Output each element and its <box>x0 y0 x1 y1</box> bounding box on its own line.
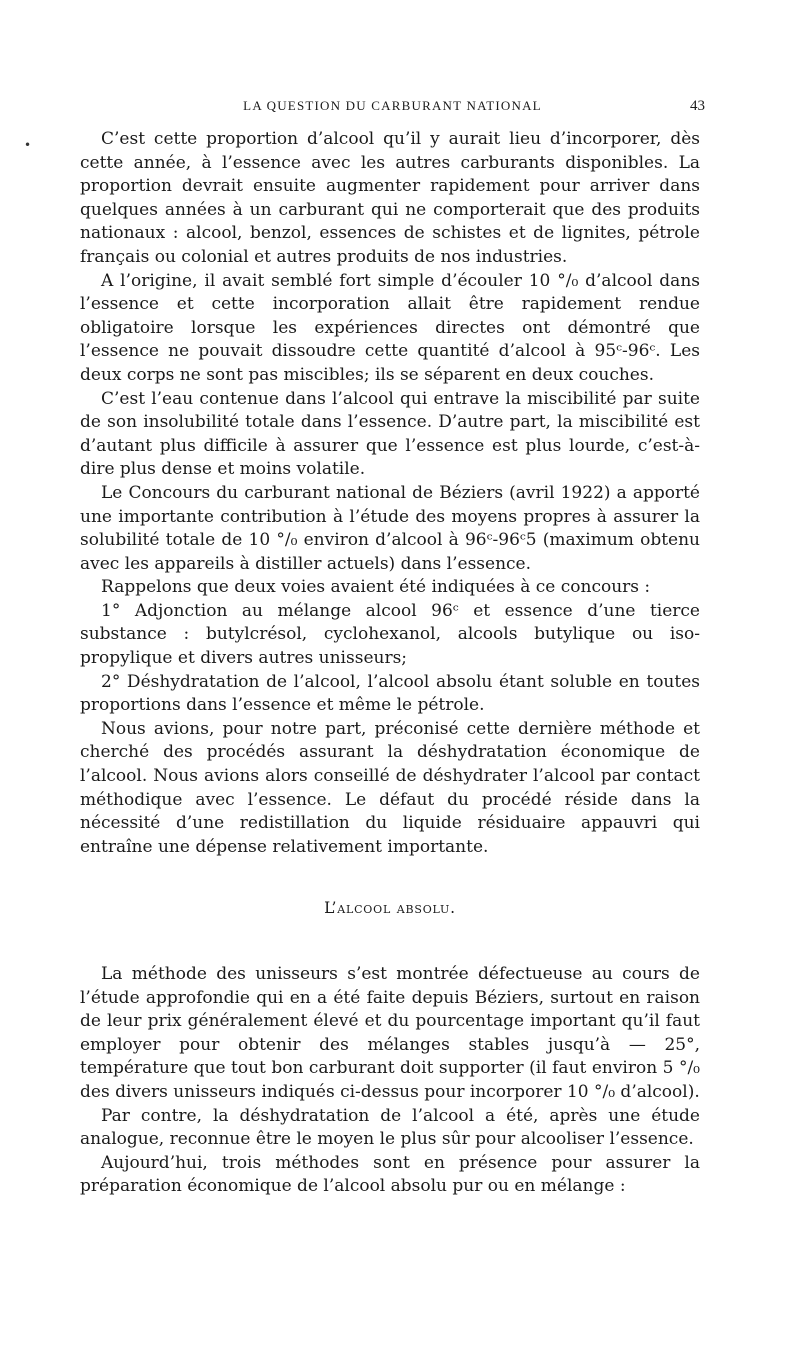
paragraph: Aujourd’hui, trois méthodes sont en présence pour assurer la préparation économique de l’alcool absolu pur ou en mélange : <box>80 1152 700 1197</box>
page-number: 43 <box>690 98 705 114</box>
paragraph: C’est l’eau contenue dans l’alcool qui entrave la miscibilité par suite de son insolubilité totale dans l’essence. D’autre part, la miscibilité est d’autant plus difficile à assurer que l’essence est plus lourde, c’est-à-dire plus dense et moins volatile. <box>80 388 700 480</box>
running-header <box>80 98 705 122</box>
list-item: 2° Déshydratation de l’alcool, l’alcool absolu étant soluble en toutes proportions dans l’essence et même le pétrole. <box>80 671 700 716</box>
running-title: LA QUESTION DU CARBURANT NATIONAL <box>243 98 542 113</box>
paragraph: A l’origine, il avait semblé fort simple d’écouler 10 °/₀ d’alcool dans l’essence et cette incorporation allait être rapidement rendue obligatoire lorsque les expériences directes ont démontré que l’essence ne pouvait dissoudre cette quantité d’alcool à 95ᶜ-96ᶜ. Les deux corps ne sont pas miscibles; ils se séparent en deux couches. <box>80 270 700 385</box>
paragraph: Le Concours du carburant national de Béziers (avril 1922) a apporté une importante contribution à l’étude des moyens propres à assurer la solubilité totale de 10 °/₀ environ d’alcool à 96ᶜ-96ᶜ5 (maximum obtenu avec les appareils à distiller actuels) dans l’essence. <box>80 482 700 574</box>
paragraph: C’est cette proportion d’alcool qu’il y aurait lieu d’incorporer, dès cette année, à l’essence avec les autres carburants disponibles. La proportion devrait ensuite augmenter rapidement pour arriver dans quelques années à un carburant qui ne comporterait que des produits nationaux : alcool, benzol, essences de schistes et de lignites, pétrole français ou colonial et autres produits de nos industries. <box>80 129 700 267</box>
paragraph: Nous avions, pour notre part, préconisé cette dernière méthode et cherché des procédés assurant la déshydratation économique de l’alcool. Nous avions alors conseillé de déshydrater l’alcool par contact méthodique avec l’essence. Le défaut du procédé réside dans la nécessité d’une redistillation du liquide résiduaire appauvri qui entraîne une dépense relativement importante. <box>80 718 700 857</box>
list-item: 1° Adjonction au mélange alcool 96ᶜ et essence d’une tierce substance : butylcrésol, cyclohexanol, alcools butylique ou iso-propylique et divers autres unisseurs; <box>80 600 700 669</box>
section-title: L’alcool absolu. <box>324 899 456 918</box>
paragraph: La méthode des unisseurs s’est montrée défectueuse au cours de l’étude approfondie qui en a été faite depuis Béziers, surtout en raison de leur prix généralement élevé et du pourcentage important qu’il faut employer pour obtenir des mélanges stables jusqu’à — 25°, température que tout bon carburant doit supporter (il faut environ 5 °/₀ des divers unisseurs indiqués ci-dessus pour incorporer 10 °/₀ d’alcool). <box>80 964 700 1102</box>
paragraph: Rappelons que deux voies avaient été indiquées à ce concours : <box>101 577 651 598</box>
paragraph: Par contre, la déshydratation de l’alcool a été, après une étude analogue, reconnue être le moyen le plus sûr pour alcooliser l’essence. <box>80 1105 700 1150</box>
body-text <box>80 128 700 1199</box>
margin-mark: • <box>24 138 32 152</box>
